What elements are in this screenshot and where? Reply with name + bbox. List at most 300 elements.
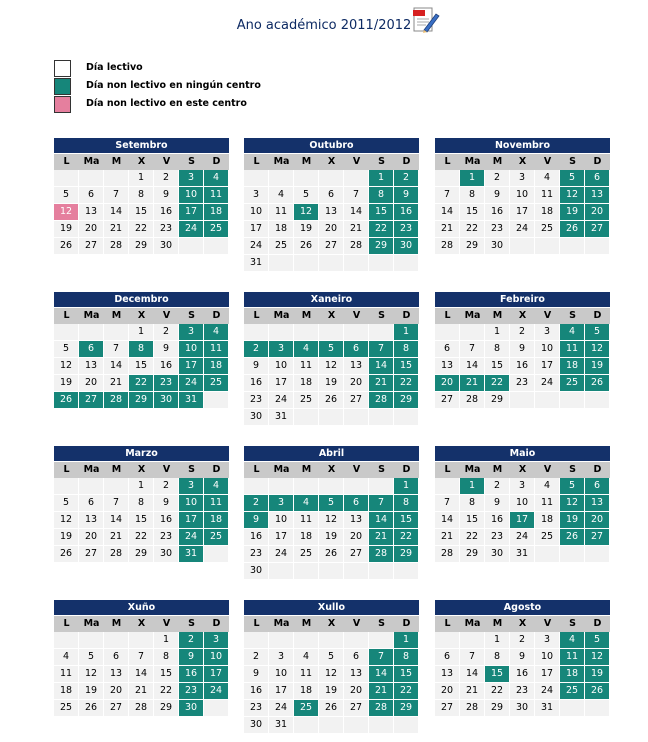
day-cell: 13 bbox=[79, 358, 103, 374]
day-cell: 20 bbox=[585, 512, 609, 528]
weekday-label: S bbox=[378, 156, 385, 167]
month-title: Abril bbox=[244, 446, 419, 461]
month-title: Febreiro bbox=[435, 292, 610, 307]
weekday-label: M bbox=[111, 310, 122, 321]
weekday-label: X bbox=[518, 310, 527, 321]
month-title: Xullo bbox=[244, 600, 419, 615]
day-cell: 8 bbox=[369, 187, 393, 203]
day-cell: 19 bbox=[560, 512, 584, 528]
day-cell: 25 bbox=[535, 221, 559, 237]
month-xaneiro bbox=[244, 292, 419, 426]
day-empty bbox=[204, 238, 228, 254]
day-cell: 15 bbox=[460, 204, 484, 220]
weekday-label: V bbox=[543, 156, 552, 167]
day-cell: 14 bbox=[104, 204, 128, 220]
day-empty bbox=[319, 170, 343, 186]
day-cell: 10 bbox=[535, 649, 559, 665]
day-cell: 17 bbox=[535, 358, 559, 374]
day-cell: 8 bbox=[394, 649, 418, 665]
week-row bbox=[435, 358, 610, 375]
day-cell: 11 bbox=[204, 495, 228, 511]
weekday-label: D bbox=[593, 618, 602, 629]
day-empty bbox=[319, 717, 343, 733]
weekday-label: L bbox=[63, 310, 70, 321]
weekday-label: S bbox=[188, 464, 195, 475]
weekday-label: M bbox=[492, 464, 503, 475]
week-row bbox=[435, 238, 610, 255]
day-empty bbox=[369, 409, 393, 425]
day-cell: 18 bbox=[204, 204, 228, 220]
day-cell: 6 bbox=[344, 341, 368, 357]
day-cell: 5 bbox=[560, 170, 584, 186]
weekday-label: V bbox=[162, 464, 171, 475]
month-xuño bbox=[54, 600, 229, 717]
weekday-label: D bbox=[212, 464, 221, 475]
day-empty bbox=[560, 392, 584, 408]
day-empty bbox=[435, 324, 459, 340]
weekday-label: L bbox=[63, 618, 70, 629]
day-cell: 5 bbox=[54, 341, 78, 357]
day-cell: 16 bbox=[394, 204, 418, 220]
day-cell: 23 bbox=[179, 683, 203, 699]
day-cell: 15 bbox=[154, 666, 178, 682]
weekday-label: X bbox=[327, 464, 336, 475]
day-cell: 31 bbox=[244, 255, 268, 271]
day-cell: 14 bbox=[435, 204, 459, 220]
day-cell: 15 bbox=[394, 666, 418, 682]
day-cell: 3 bbox=[269, 649, 293, 665]
day-cell: 15 bbox=[485, 358, 509, 374]
day-cell: 7 bbox=[435, 187, 459, 203]
day-cell: 28 bbox=[435, 546, 459, 562]
day-cell: 16 bbox=[244, 529, 268, 545]
day-empty bbox=[294, 717, 318, 733]
day-cell: 9 bbox=[485, 495, 509, 511]
day-cell: 18 bbox=[204, 512, 228, 528]
day-cell: 2 bbox=[485, 478, 509, 494]
week-row bbox=[244, 221, 419, 238]
day-empty bbox=[179, 238, 203, 254]
day-cell: 30 bbox=[179, 700, 203, 716]
day-cell: 2 bbox=[394, 170, 418, 186]
day-cell: 17 bbox=[269, 529, 293, 545]
day-cell: 7 bbox=[104, 341, 128, 357]
weekday-label: M bbox=[301, 464, 312, 475]
day-cell: 22 bbox=[394, 529, 418, 545]
day-cell: 11 bbox=[294, 358, 318, 374]
day-empty bbox=[294, 632, 318, 648]
day-empty bbox=[344, 632, 368, 648]
day-cell: 6 bbox=[104, 649, 128, 665]
day-empty bbox=[294, 563, 318, 579]
day-cell: 14 bbox=[104, 512, 128, 528]
week-row bbox=[435, 529, 610, 546]
day-cell: 24 bbox=[204, 683, 228, 699]
day-cell: 6 bbox=[319, 187, 343, 203]
day-empty bbox=[204, 700, 228, 716]
day-cell: 1 bbox=[485, 324, 509, 340]
day-cell: 6 bbox=[79, 341, 103, 357]
day-cell: 7 bbox=[129, 649, 153, 665]
weekday-header bbox=[54, 461, 229, 478]
day-cell: 10 bbox=[179, 187, 203, 203]
day-cell: 3 bbox=[535, 632, 559, 648]
day-cell: 10 bbox=[179, 341, 203, 357]
week-row bbox=[244, 512, 419, 529]
day-cell: 24 bbox=[510, 529, 534, 545]
weekday-label: D bbox=[212, 618, 221, 629]
week-row bbox=[54, 495, 229, 512]
weekday-header bbox=[435, 307, 610, 324]
day-cell: 22 bbox=[369, 221, 393, 237]
weekday-label: S bbox=[188, 156, 195, 167]
day-empty bbox=[319, 563, 343, 579]
day-cell: 1 bbox=[129, 478, 153, 494]
weekday-label: S bbox=[378, 310, 385, 321]
week-row bbox=[244, 375, 419, 392]
week-row bbox=[54, 375, 229, 392]
week-row bbox=[435, 700, 610, 717]
weekday-label: D bbox=[402, 464, 411, 475]
day-cell: 16 bbox=[244, 375, 268, 391]
day-cell: 3 bbox=[510, 478, 534, 494]
day-cell: 5 bbox=[319, 341, 343, 357]
day-cell: 7 bbox=[435, 495, 459, 511]
weekday-label: M bbox=[111, 156, 122, 167]
day-cell: 6 bbox=[585, 170, 609, 186]
week-row bbox=[54, 204, 229, 221]
day-cell: 29 bbox=[394, 392, 418, 408]
day-cell: 24 bbox=[269, 392, 293, 408]
day-cell: 31 bbox=[535, 700, 559, 716]
day-empty bbox=[244, 324, 268, 340]
weekday-label: S bbox=[378, 618, 385, 629]
day-empty bbox=[585, 546, 609, 562]
day-cell: 6 bbox=[435, 649, 459, 665]
day-empty bbox=[79, 324, 103, 340]
day-cell: 15 bbox=[129, 358, 153, 374]
day-cell: 24 bbox=[269, 700, 293, 716]
month-abril bbox=[244, 446, 419, 580]
weekday-label: V bbox=[543, 310, 552, 321]
weekday-label: M bbox=[111, 618, 122, 629]
day-cell: 21 bbox=[369, 683, 393, 699]
day-empty bbox=[344, 478, 368, 494]
day-cell: 24 bbox=[179, 375, 203, 391]
weekday-label: M bbox=[301, 618, 312, 629]
day-cell: 17 bbox=[204, 666, 228, 682]
day-empty bbox=[510, 238, 534, 254]
day-cell: 12 bbox=[319, 512, 343, 528]
month-agosto bbox=[435, 600, 610, 717]
day-cell: 15 bbox=[369, 204, 393, 220]
day-cell: 8 bbox=[394, 341, 418, 357]
day-empty bbox=[79, 170, 103, 186]
day-cell: 3 bbox=[179, 478, 203, 494]
weekday-label: V bbox=[162, 310, 171, 321]
week-row bbox=[435, 478, 610, 495]
week-row bbox=[435, 546, 610, 563]
weekday-label: S bbox=[188, 310, 195, 321]
day-cell: 30 bbox=[485, 546, 509, 562]
day-cell: 8 bbox=[129, 341, 153, 357]
day-cell: 27 bbox=[585, 529, 609, 545]
day-empty bbox=[269, 478, 293, 494]
day-cell: 4 bbox=[560, 632, 584, 648]
day-cell: 17 bbox=[269, 375, 293, 391]
weekday-label: S bbox=[569, 618, 576, 629]
day-cell: 27 bbox=[435, 700, 459, 716]
month-decembro bbox=[54, 292, 229, 409]
day-cell: 22 bbox=[460, 529, 484, 545]
day-cell: 29 bbox=[129, 546, 153, 562]
day-cell: 27 bbox=[104, 700, 128, 716]
day-cell: 27 bbox=[344, 392, 368, 408]
day-cell: 9 bbox=[510, 649, 534, 665]
day-cell: 18 bbox=[560, 666, 584, 682]
day-cell: 21 bbox=[460, 683, 484, 699]
week-row bbox=[54, 546, 229, 563]
day-cell: 30 bbox=[154, 546, 178, 562]
day-empty bbox=[394, 563, 418, 579]
day-cell: 12 bbox=[54, 204, 78, 220]
day-empty bbox=[369, 717, 393, 733]
day-cell: 12 bbox=[294, 204, 318, 220]
day-cell: 1 bbox=[394, 478, 418, 494]
day-cell: 7 bbox=[369, 649, 393, 665]
day-empty bbox=[244, 632, 268, 648]
day-cell: 17 bbox=[510, 512, 534, 528]
day-cell: 10 bbox=[510, 187, 534, 203]
day-cell: 20 bbox=[435, 683, 459, 699]
day-cell: 5 bbox=[585, 632, 609, 648]
day-cell: 11 bbox=[54, 666, 78, 682]
day-cell: 22 bbox=[394, 683, 418, 699]
day-cell: 5 bbox=[54, 495, 78, 511]
day-cell: 11 bbox=[269, 204, 293, 220]
day-cell: 4 bbox=[535, 478, 559, 494]
day-cell: 23 bbox=[154, 221, 178, 237]
day-empty bbox=[129, 632, 153, 648]
day-empty bbox=[269, 632, 293, 648]
week-row bbox=[54, 238, 229, 255]
day-empty bbox=[585, 238, 609, 254]
day-cell: 1 bbox=[129, 170, 153, 186]
day-empty bbox=[460, 632, 484, 648]
day-cell: 11 bbox=[204, 187, 228, 203]
day-cell: 13 bbox=[104, 666, 128, 682]
day-cell: 2 bbox=[244, 341, 268, 357]
weekday-label: D bbox=[593, 310, 602, 321]
day-empty bbox=[54, 170, 78, 186]
weekday-label: L bbox=[253, 464, 260, 475]
day-empty bbox=[394, 255, 418, 271]
day-cell: 11 bbox=[294, 512, 318, 528]
month-maio bbox=[435, 446, 610, 563]
day-cell: 27 bbox=[344, 700, 368, 716]
day-cell: 8 bbox=[485, 341, 509, 357]
day-cell: 17 bbox=[179, 512, 203, 528]
weekday-label: Ma bbox=[464, 618, 481, 629]
day-cell: 16 bbox=[485, 512, 509, 528]
week-row bbox=[244, 238, 419, 255]
week-row bbox=[244, 546, 419, 563]
day-cell: 22 bbox=[485, 375, 509, 391]
day-cell: 27 bbox=[79, 238, 103, 254]
day-cell: 23 bbox=[154, 529, 178, 545]
weekday-label: X bbox=[518, 464, 527, 475]
day-empty bbox=[585, 700, 609, 716]
month-title: Outubro bbox=[244, 138, 419, 153]
pdf-document-icon[interactable] bbox=[410, 6, 442, 34]
day-empty bbox=[369, 255, 393, 271]
day-cell: 20 bbox=[435, 375, 459, 391]
day-empty bbox=[104, 170, 128, 186]
day-cell: 30 bbox=[154, 392, 178, 408]
day-cell: 4 bbox=[54, 649, 78, 665]
day-cell: 16 bbox=[154, 358, 178, 374]
month-xullo bbox=[244, 600, 419, 734]
weekday-label: D bbox=[402, 618, 411, 629]
day-cell: 21 bbox=[344, 221, 368, 237]
weekday-label: X bbox=[518, 156, 527, 167]
weekday-label: S bbox=[378, 464, 385, 475]
day-cell: 21 bbox=[104, 529, 128, 545]
weekday-label: Ma bbox=[464, 156, 481, 167]
day-cell: 19 bbox=[560, 204, 584, 220]
day-cell: 4 bbox=[294, 649, 318, 665]
day-cell: 21 bbox=[129, 683, 153, 699]
day-cell: 12 bbox=[54, 358, 78, 374]
day-empty bbox=[344, 409, 368, 425]
day-cell: 29 bbox=[394, 546, 418, 562]
week-row bbox=[54, 478, 229, 495]
weekday-label: X bbox=[518, 618, 527, 629]
day-cell: 26 bbox=[54, 392, 78, 408]
day-cell: 19 bbox=[585, 358, 609, 374]
day-cell: 10 bbox=[179, 495, 203, 511]
day-cell: 10 bbox=[269, 358, 293, 374]
day-cell: 24 bbox=[269, 546, 293, 562]
weekday-label: V bbox=[543, 464, 552, 475]
day-cell: 13 bbox=[435, 666, 459, 682]
day-empty bbox=[294, 324, 318, 340]
weekday-label: V bbox=[352, 618, 361, 629]
day-cell: 7 bbox=[344, 187, 368, 203]
day-cell: 1 bbox=[369, 170, 393, 186]
page-title: Ano académico 2011/2012 bbox=[236, 18, 412, 33]
day-cell: 30 bbox=[154, 238, 178, 254]
month-setembro bbox=[54, 138, 229, 255]
day-cell: 6 bbox=[585, 478, 609, 494]
day-cell: 3 bbox=[269, 495, 293, 511]
day-cell: 20 bbox=[344, 683, 368, 699]
day-cell: 25 bbox=[204, 529, 228, 545]
day-cell: 9 bbox=[179, 649, 203, 665]
day-cell: 29 bbox=[129, 392, 153, 408]
month-marzo bbox=[54, 446, 229, 563]
day-cell: 31 bbox=[179, 546, 203, 562]
day-cell: 14 bbox=[369, 358, 393, 374]
day-cell: 18 bbox=[204, 358, 228, 374]
day-cell: 9 bbox=[485, 187, 509, 203]
day-cell: 13 bbox=[344, 512, 368, 528]
weekday-header bbox=[244, 153, 419, 170]
weekday-header bbox=[435, 153, 610, 170]
day-cell: 6 bbox=[344, 649, 368, 665]
day-cell: 28 bbox=[369, 392, 393, 408]
week-row bbox=[244, 717, 419, 734]
day-cell: 21 bbox=[369, 529, 393, 545]
day-cell: 26 bbox=[585, 375, 609, 391]
day-cell: 29 bbox=[129, 238, 153, 254]
day-cell: 11 bbox=[294, 666, 318, 682]
week-row bbox=[244, 495, 419, 512]
weekday-label: L bbox=[444, 464, 451, 475]
legend-label: Día non lectivo en ningún centro bbox=[86, 80, 261, 91]
day-cell: 14 bbox=[460, 666, 484, 682]
day-cell: 23 bbox=[244, 392, 268, 408]
weekday-label: D bbox=[593, 156, 602, 167]
day-cell: 7 bbox=[369, 341, 393, 357]
day-cell: 15 bbox=[394, 358, 418, 374]
day-cell: 28 bbox=[435, 238, 459, 254]
month-novembro bbox=[435, 138, 610, 255]
day-cell: 28 bbox=[104, 238, 128, 254]
day-cell: 2 bbox=[154, 324, 178, 340]
weekday-label: M bbox=[492, 156, 503, 167]
day-cell: 15 bbox=[460, 512, 484, 528]
week-row bbox=[435, 204, 610, 221]
day-cell: 29 bbox=[460, 238, 484, 254]
weekday-label: L bbox=[444, 618, 451, 629]
week-row bbox=[244, 324, 419, 341]
day-cell: 14 bbox=[460, 358, 484, 374]
day-cell: 30 bbox=[510, 700, 534, 716]
day-cell: 13 bbox=[585, 495, 609, 511]
day-cell: 12 bbox=[560, 495, 584, 511]
weekday-label: X bbox=[137, 618, 146, 629]
day-cell: 14 bbox=[104, 358, 128, 374]
weekday-label: V bbox=[543, 618, 552, 629]
week-row bbox=[54, 666, 229, 683]
day-cell: 20 bbox=[319, 221, 343, 237]
day-cell: 18 bbox=[560, 358, 584, 374]
day-cell: 7 bbox=[104, 187, 128, 203]
week-row bbox=[435, 170, 610, 187]
week-row bbox=[244, 632, 419, 649]
weekday-header bbox=[244, 307, 419, 324]
day-empty bbox=[319, 478, 343, 494]
day-cell: 5 bbox=[54, 187, 78, 203]
day-cell: 25 bbox=[294, 392, 318, 408]
weekday-header bbox=[54, 153, 229, 170]
week-row bbox=[244, 187, 419, 204]
day-cell: 25 bbox=[294, 546, 318, 562]
day-cell: 19 bbox=[585, 666, 609, 682]
day-empty bbox=[560, 700, 584, 716]
day-empty bbox=[269, 324, 293, 340]
day-cell: 2 bbox=[244, 649, 268, 665]
day-cell: 15 bbox=[129, 512, 153, 528]
day-cell: 30 bbox=[394, 238, 418, 254]
weekday-label: X bbox=[137, 156, 146, 167]
day-empty bbox=[104, 478, 128, 494]
week-row bbox=[54, 512, 229, 529]
day-cell: 16 bbox=[179, 666, 203, 682]
day-cell: 2 bbox=[510, 632, 534, 648]
week-row bbox=[244, 683, 419, 700]
